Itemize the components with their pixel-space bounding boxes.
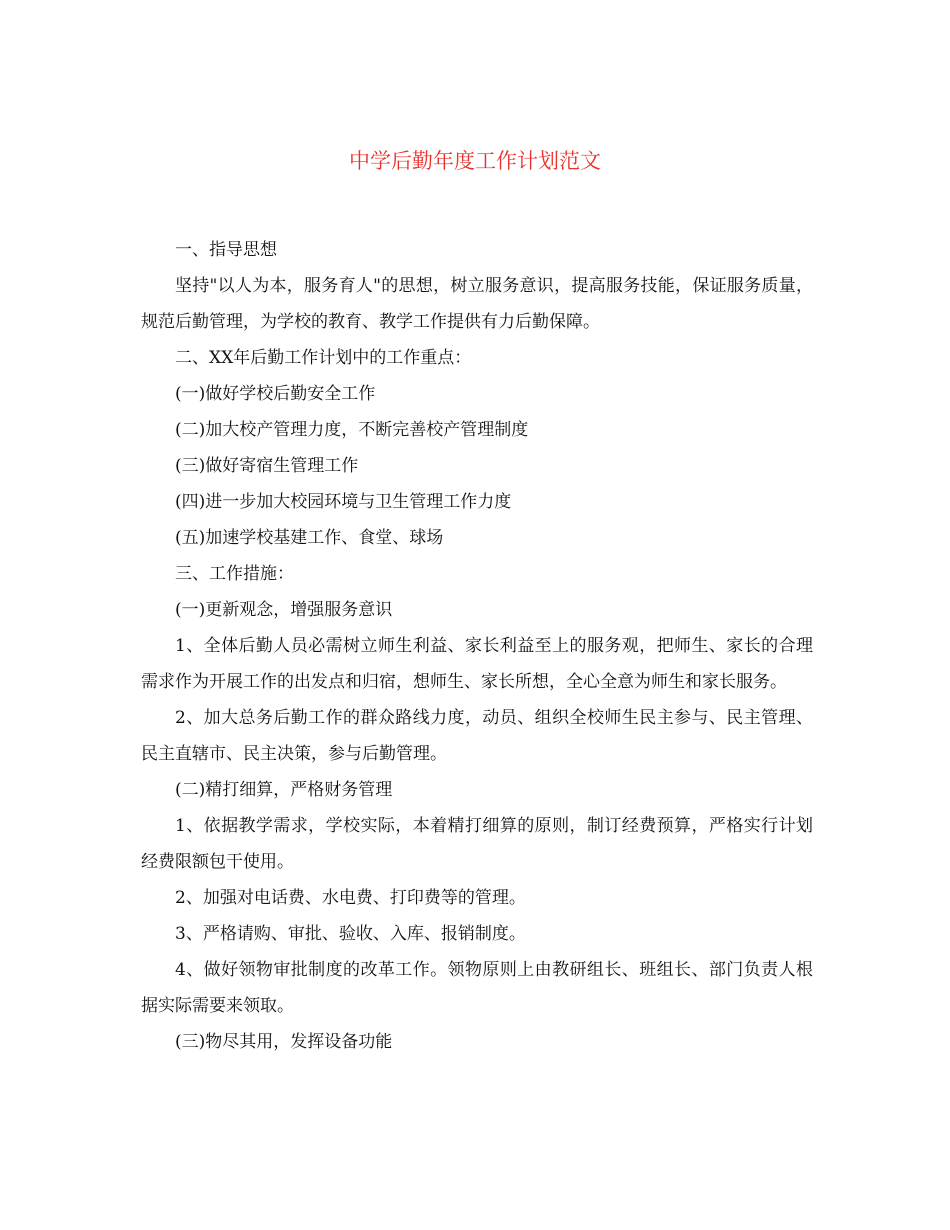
paragraph-measure-2-4: 4、做好领物审批制度的改革工作。领物原则上由教研组长、班组长、部门负责人根据实际需要来领取。 — [141, 960, 813, 1016]
paragraph-measure-1-1: 1、全体后勤人员必需树立师生利益、家长利益至上的服务观，把师生、家长的合理需求作为开展工作的出发点和归宿，想师生、家长所想，全心全意为师生和家长服务。 — [141, 636, 813, 692]
subheading-measure-1: (一)更新观念，增强服务意识 — [175, 600, 393, 620]
subheading-measure-3: (三)物尽其用，发挥设备功能 — [175, 1032, 393, 1052]
paragraph-measure-2-3: 3、严格请购、审批、验收、入库、报销制度。 — [175, 924, 526, 944]
list-item-focus-1: (一)做好学校后勤安全工作 — [175, 384, 376, 404]
list-item-focus-2: (二)加大校产管理力度，不断完善校产管理制度 — [175, 420, 529, 440]
document-body — [141, 232, 813, 1060]
paragraph-measure-2-1: 1、依据教学需求，学校实际，本着精打细算的原则，制订经费预算，严格实行计划经费限额包干使用。 — [141, 816, 813, 872]
list-item-focus-5: (五)加速学校基建工作、食堂、球场 — [175, 528, 444, 548]
paragraph-measure-2-2: 2、加强对电话费、水电费、打印费等的管理。 — [175, 888, 526, 908]
heading-work-measures: 三、工作措施： — [175, 564, 294, 584]
paragraph-measure-1-2: 2、加大总务后勤工作的群众路线力度，动员、组织全校师生民主参与、民主管理、民主直辖市、民主决策，参与后勤管理。 — [141, 708, 813, 764]
document-title: 中学后勤年度工作计划范文 — [349, 149, 601, 173]
heading-guiding-ideology: 一、指导思想 — [175, 240, 277, 260]
heading-work-focus: 二、XX年后勤工作计划中的工作重点： — [175, 348, 472, 368]
paragraph-guiding-ideology: 坚持"以人为本，服务育人"的思想，树立服务意识，提高服务技能，保证服务质量，规范后勤管理，为学校的教育、教学工作提供有力后勤保障。 — [141, 276, 813, 332]
list-item-focus-4: (四)进一步加大校园环境与卫生管理工作力度 — [175, 492, 512, 512]
subheading-measure-2: (二)精打细算，严格财务管理 — [175, 780, 393, 800]
list-item-focus-3: (三)做好寄宿生管理工作 — [175, 456, 359, 476]
